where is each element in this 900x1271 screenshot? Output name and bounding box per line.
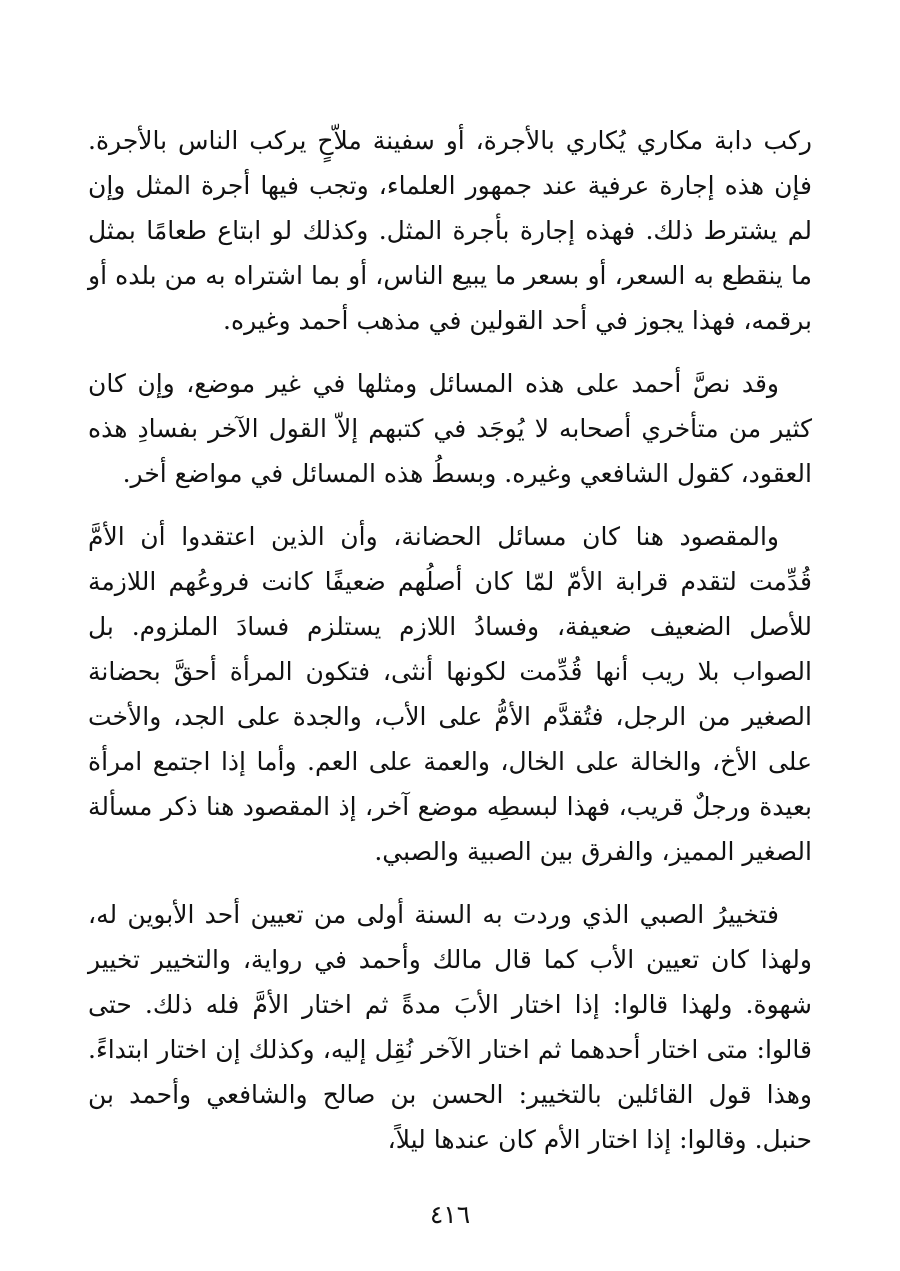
page-number: ٤١٦ (429, 1200, 471, 1229)
paragraph-2: وقد نصَّ أحمد على هذه المسائل ومثلها في غير موضع، وإن كان كثير من متأخري أصحابه لا يُوجَد في كتبهم إلاّ القول الآخر بفسادِ هذه العقود، كقول الشافعي وغيره. وبسطُ هذه المسائل في مواضع أخر. (88, 369, 812, 488)
paragraph-4: فتخييرُ الصبي الذي وردت به السنة أولى من تعيين أحد الأبوين له، ولهذا كان تعيين الأب كما قال مالك وأحمد في رواية، والتخيير تخيير شهوة. ولهذا قالوا: إذا اختار الأبَ مدةً ثم اختار الأمَّ فله ذلك. حتى قالوا: متى اختار أحدهما ثم اختار الآخر نُقِل إليه، وكذلك إن اختار ابتداءً. وهذا قول القائلين بالتخيير: الحسن بن صالح والشافعي وأحمد بن حنبل. وقالوا: إذا اختار الأم كان عندها ليلاً، (88, 900, 812, 1154)
body-text (88, 118, 812, 1180)
paragraph-1: ركب دابة مكاري يُكاري بالأجرة، أو سفينة ملاّحٍ يركب الناس بالأجرة. فإن هذه إجارة عرفية عند جمهور العلماء، وتجب فيها أجرة المثل وإن لم يشترط ذلك. فهذه إجارة بأجرة المثل. وكذلك لو ابتاع طعامًا بمثل ما ينقطع به السعر، أو بسعر ما يبيع الناس، أو بما اشتراه به من بلده أو برقمه، فهذا يجوز في أحد القولين في مذهب أحمد وغيره. (88, 126, 812, 335)
paragraph-3: والمقصود هنا كان مسائل الحضانة، وأن الذين اعتقدوا أن الأمَّ قُدِّمت لتقدم قرابة الأمّ لمّا كان أصلُهم ضعيفًا كانت فروعُهم اللازمة للأصل الضعيف ضعيفة، وفسادُ اللازم يستلزم فسادَ الملزوم. بل الصواب بلا ريب أنها قُدِّمت لكونها أنثى، فتكون المرأة أحقَّ بحضانة الصغير من الرجل، فتُقدَّم الأمُّ على الأب، والجدة على الجد، والأخت على الأخ، والخالة على الخال، والعمة على العم. وأما إذا اجتمع امرأة بعيدة ورجلٌ قريب، فهذا لبسطِه موضع آخر، إذ المقصود هنا ذكر مسألة الصغير المميز، والفرق بين الصبية والصبي. (88, 522, 812, 866)
